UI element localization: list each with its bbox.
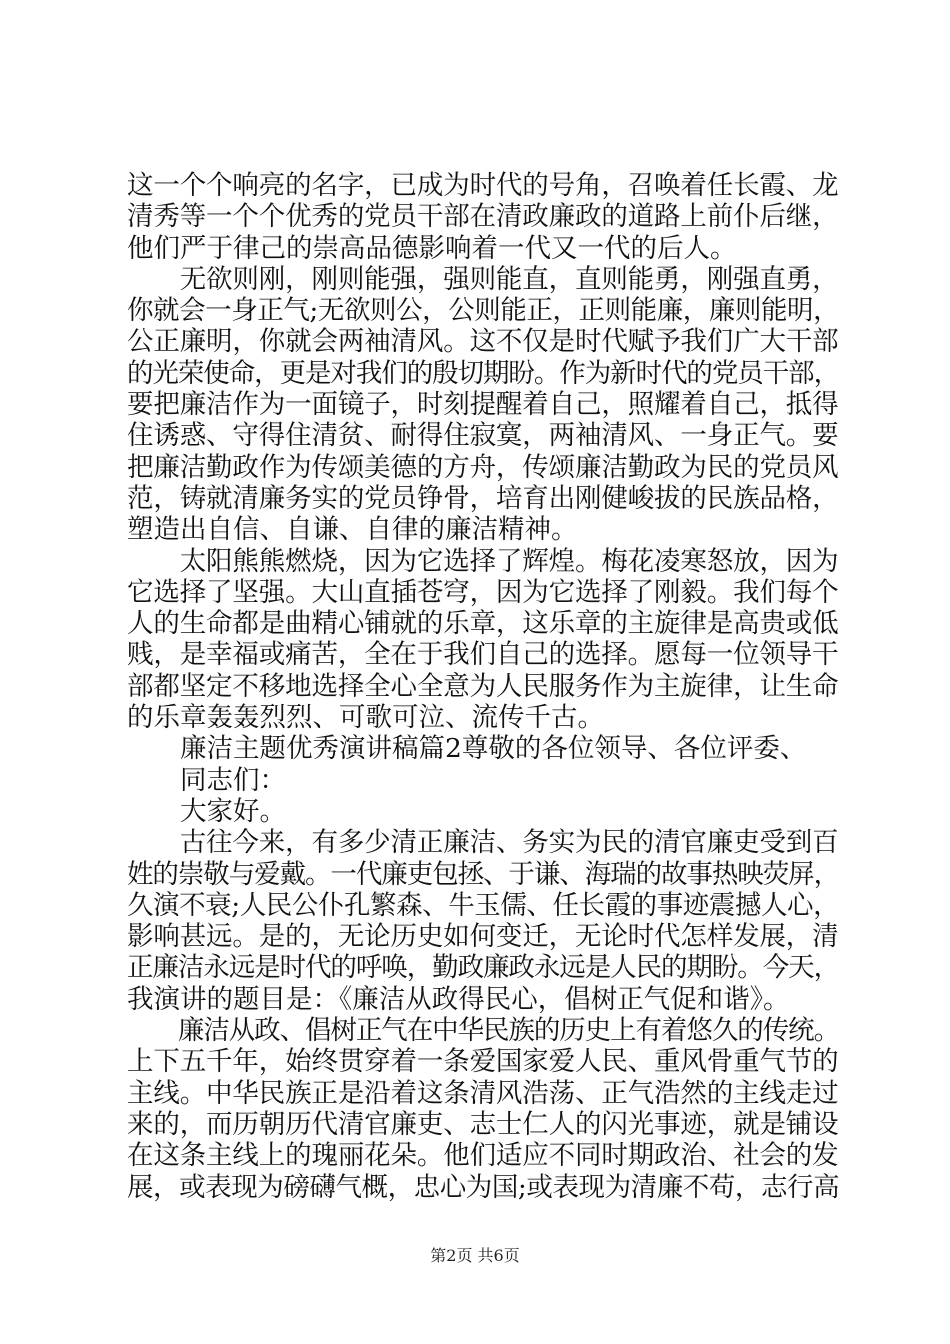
document-body bbox=[127, 170, 839, 1203]
text-line: 要把廉洁作为一面镜子，时刻提醒着自己，照耀着自己，抵得 bbox=[127, 389, 839, 421]
text-line: 来的，而历朝历代清官廉吏、志士仁人的闪光事迹，就是铺设 bbox=[127, 1108, 839, 1140]
text-line: 正廉洁永远是时代的呼唤，勤政廉政永远是人民的期盼。今天， bbox=[127, 952, 839, 984]
text-line: 廉洁从政、倡树正气在中华民族的历史上有着悠久的传统。 bbox=[127, 1015, 839, 1047]
text-line: 主线。中华民族正是沿着这条清风浩荡、正气浩然的主线走过 bbox=[127, 1077, 839, 1109]
text-line: 大家好。 bbox=[127, 795, 286, 827]
text-line: 古往今来，有多少清正廉洁、务实为民的清官廉吏受到百 bbox=[127, 827, 839, 859]
text-line: 清秀等一个个优秀的党员干部在清政廉政的道路上前仆后继， bbox=[127, 201, 839, 233]
text-line: 展，或表现为磅礴气概，忠心为国;或表现为清廉不苟，志行高 bbox=[127, 1171, 840, 1203]
text-line: 它选择了坚强。大山直插苍穹，因为它选择了刚毅。我们每个 bbox=[127, 576, 839, 608]
text-line: 廉洁主题优秀演讲稿篇2尊敬的各位领导、各位评委、 bbox=[127, 733, 807, 765]
text-line: 的乐章轰轰烈烈、可歌可泣、流传千古。 bbox=[127, 702, 604, 734]
text-line: 住诱惑、守得住清贫、耐得住寂寞，两袖清风、一身正气。要 bbox=[127, 420, 839, 452]
text-line: 这一个个响亮的名字，已成为时代的号角，召唤着任长霞、龙 bbox=[127, 170, 839, 201]
text-line: 范，铸就清廉务实的党员铮骨，培育出刚健峻拔的民族品格， bbox=[127, 482, 839, 514]
text-line: 人的生命都是曲精心铺就的乐章，这乐章的主旋律是高贵或低 bbox=[127, 608, 839, 640]
text-line: 我演讲的题目是：《廉洁从政得民心，倡树正气促和谐》。 bbox=[127, 983, 790, 1015]
text-line: 塑造出自信、自谦、自律的廉洁精神。 bbox=[127, 514, 578, 546]
text-line: 久演不衰;人民公仆孔繁森、牛玉儒、任长霞的事迹震撼人心， bbox=[127, 889, 840, 921]
text-line: 公正廉明，你就会两袖清风。这不仅是时代赋予我们广大干部 bbox=[127, 326, 839, 358]
text-line: 他们严于律己的崇高品德影响着一代又一代的后人。 bbox=[127, 232, 737, 264]
text-line: 你就会一身正气;无欲则公，公则能正，正则能廉，廉则能明， bbox=[127, 295, 840, 327]
text-line: 把廉洁勤政作为传颂美德的方舟，传颂廉洁勤政为民的党员风 bbox=[127, 451, 839, 483]
page-footer: 第2页 共6页 bbox=[430, 1246, 520, 1265]
text-line: 贱，是幸福或痛苦，全在于我们自己的选择。愿每一位领导干 bbox=[127, 639, 839, 671]
text-line: 太阳熊熊燃烧，因为它选择了辉煌。梅花凌寒怒放，因为 bbox=[127, 545, 839, 577]
text-line: 姓的崇敬与爱戴。一代廉吏包拯、于谦、海瑞的故事热映荧屏， bbox=[127, 858, 839, 890]
text-line: 影响甚远。是的，无论历史如何变迁，无论时代怎样发展，清 bbox=[127, 921, 839, 953]
text-line: 无欲则刚，刚则能强，强则能直，直则能勇，刚强直勇， bbox=[127, 263, 839, 295]
text-line: 上下五千年，始终贯穿着一条爱国家爱人民、重风骨重气节的 bbox=[127, 1046, 839, 1078]
text-line: 部都坚定不移地选择全心全意为人民服务作为主旋律，让生命 bbox=[127, 670, 839, 702]
text-line: 同志们： bbox=[127, 764, 286, 796]
text-line: 的光荣使命，更是对我们的殷切期盼。作为新时代的党员干部， bbox=[127, 357, 839, 389]
text-line: 在这条主线上的瑰丽花朵。他们适应不同时期政治、社会的发 bbox=[127, 1140, 839, 1172]
